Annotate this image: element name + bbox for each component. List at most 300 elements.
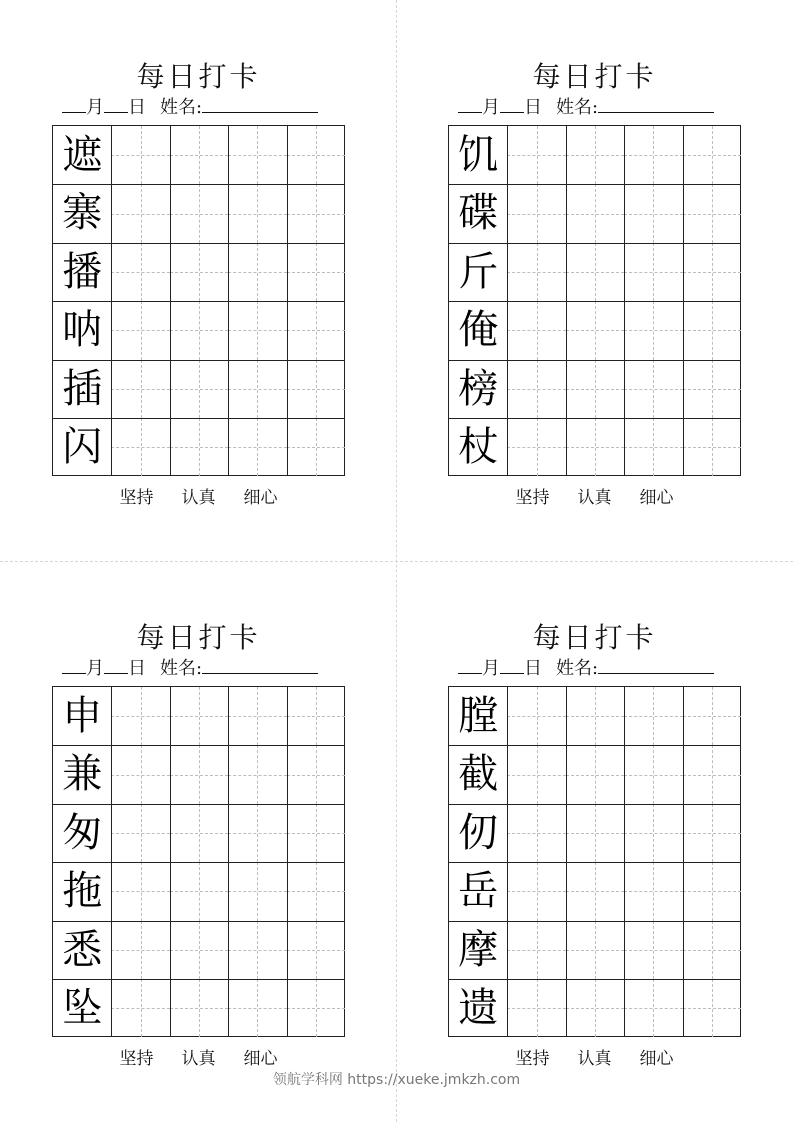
sample-character: 膛 — [458, 693, 499, 739]
grid-line — [449, 979, 740, 980]
motto-word: 细心 — [243, 488, 278, 508]
practice-cell[interactable] — [507, 862, 565, 920]
guide-line — [287, 891, 345, 892]
practice-cell[interactable] — [624, 184, 682, 242]
guide-line — [111, 155, 169, 156]
guide-line — [170, 447, 228, 448]
name-blank[interactable] — [202, 94, 318, 113]
sample-character: 兼 — [62, 751, 103, 798]
guide-line — [566, 716, 624, 717]
sample-character: 呐 — [62, 307, 103, 354]
grid-line — [449, 360, 740, 361]
grid-line — [449, 921, 740, 922]
practice-cell[interactable] — [624, 687, 682, 745]
guide-line — [566, 950, 624, 951]
practice-cell[interactable] — [111, 418, 169, 476]
guide-line — [111, 1008, 169, 1009]
guide-line — [507, 716, 565, 717]
date-name-line — [62, 655, 345, 679]
guide-line — [566, 1008, 624, 1009]
practice-cell[interactable] — [228, 184, 286, 242]
sample-cell — [53, 862, 111, 920]
practice-cell[interactable] — [683, 745, 741, 803]
motto-word: 认真 — [181, 1049, 216, 1069]
day-label: 日 — [524, 658, 542, 679]
guide-line — [566, 155, 624, 156]
motto-word: 坚持 — [515, 1049, 550, 1069]
motto-word: 细心 — [639, 488, 674, 508]
practice-cell[interactable] — [683, 126, 741, 184]
guide-line — [624, 447, 682, 448]
sample-character: 寨 — [62, 190, 103, 237]
practice-cell[interactable] — [287, 184, 345, 242]
practice-cell[interactable] — [507, 804, 565, 862]
guide-line — [228, 775, 286, 776]
guide-line — [566, 447, 624, 448]
guide-line — [507, 214, 565, 215]
practice-cell[interactable] — [683, 184, 741, 242]
guide-line — [683, 716, 741, 717]
grid-line — [449, 243, 740, 244]
practice-cell[interactable] — [507, 360, 565, 418]
guide-line — [624, 389, 682, 390]
guide-line — [683, 950, 741, 951]
practice-cell[interactable] — [566, 921, 624, 979]
sample-character: 申 — [62, 693, 103, 739]
guide-line — [624, 214, 682, 215]
guide-line — [228, 891, 286, 892]
guide-line — [507, 447, 565, 448]
practice-cell[interactable] — [624, 360, 682, 418]
month-label: 月 — [86, 658, 104, 679]
sample-cell — [53, 921, 111, 979]
name-label: 姓名: — [160, 97, 203, 118]
guide-line — [287, 155, 345, 156]
practice-cell[interactable] — [111, 687, 169, 745]
guide-line — [170, 1008, 228, 1009]
practice-cell[interactable] — [170, 243, 228, 301]
guide-line — [566, 833, 624, 834]
guide-line — [228, 950, 286, 951]
practice-cell[interactable] — [170, 184, 228, 242]
sample-cell — [53, 126, 111, 184]
guide-line — [287, 214, 345, 215]
guide-line — [507, 330, 565, 331]
month-blank[interactable] — [62, 94, 86, 113]
motto-line — [448, 1047, 741, 1071]
practice-cell[interactable] — [228, 745, 286, 803]
practice-cell[interactable] — [624, 745, 682, 803]
sample-cell — [449, 745, 507, 803]
practice-cell[interactable] — [507, 921, 565, 979]
name-label: 姓名: — [556, 658, 599, 679]
practice-cell[interactable] — [170, 804, 228, 862]
guide-line — [624, 833, 682, 834]
guide-line — [683, 155, 741, 156]
guide-line — [170, 716, 228, 717]
sample-cell — [53, 804, 111, 862]
month-label: 月 — [86, 97, 104, 118]
guide-line — [624, 891, 682, 892]
practice-cell[interactable] — [624, 862, 682, 920]
sample-character: 播 — [62, 248, 103, 295]
motto-word: 坚持 — [119, 488, 154, 508]
practice-cell[interactable] — [624, 126, 682, 184]
month-blank[interactable] — [458, 655, 482, 674]
grid-line — [449, 418, 740, 419]
practice-cell[interactable] — [170, 360, 228, 418]
guide-line — [566, 214, 624, 215]
writing-grid — [448, 686, 741, 1037]
sample-cell — [449, 862, 507, 920]
guide-line — [170, 833, 228, 834]
guide-line — [507, 272, 565, 273]
practice-cell[interactable] — [624, 301, 682, 359]
guide-line — [507, 833, 565, 834]
practice-cell[interactable] — [624, 921, 682, 979]
guide-line — [287, 389, 345, 390]
guide-line — [507, 775, 565, 776]
practice-cell[interactable] — [566, 804, 624, 862]
practice-cell[interactable] — [566, 360, 624, 418]
practice-cell[interactable] — [228, 243, 286, 301]
practice-cell[interactable] — [566, 745, 624, 803]
guide-line — [170, 330, 228, 331]
guide-line — [507, 155, 565, 156]
practice-cell[interactable] — [566, 687, 624, 745]
date-name-line — [62, 94, 345, 118]
guide-line — [170, 775, 228, 776]
practice-cell[interactable] — [111, 745, 169, 803]
practice-cell[interactable] — [683, 862, 741, 920]
practice-cell[interactable] — [111, 862, 169, 920]
practice-card — [448, 60, 741, 520]
practice-cell[interactable] — [170, 979, 228, 1037]
grid-line — [53, 862, 344, 863]
guide-line — [683, 272, 741, 273]
practice-cell[interactable] — [624, 804, 682, 862]
practice-card — [52, 621, 345, 1081]
date-name-line — [458, 94, 741, 118]
guide-line — [287, 1008, 345, 1009]
guide-line — [228, 716, 286, 717]
practice-cell[interactable] — [683, 921, 741, 979]
sample-cell — [449, 921, 507, 979]
month-blank[interactable] — [458, 94, 482, 113]
month-label: 月 — [482, 658, 500, 679]
guide-line — [683, 775, 741, 776]
practice-cell[interactable] — [566, 862, 624, 920]
grid-line — [449, 184, 740, 185]
guide-line — [228, 1008, 286, 1009]
practice-cell[interactable] — [566, 301, 624, 359]
practice-cell[interactable] — [111, 360, 169, 418]
guide-line — [111, 716, 169, 717]
guide-line — [507, 389, 565, 390]
grid-line — [449, 745, 740, 746]
grid-line — [53, 418, 344, 419]
writing-grid — [52, 125, 345, 476]
guide-line — [170, 214, 228, 215]
sample-character: 遮 — [62, 132, 103, 178]
sample-character: 俺 — [458, 307, 499, 354]
practice-cell[interactable] — [507, 745, 565, 803]
guide-line — [566, 389, 624, 390]
practice-cell[interactable] — [287, 687, 345, 745]
grid-line — [449, 301, 740, 302]
guide-line — [287, 775, 345, 776]
practice-cell[interactable] — [170, 301, 228, 359]
practice-cell[interactable] — [566, 126, 624, 184]
practice-cell[interactable] — [683, 360, 741, 418]
practice-cell[interactable] — [228, 804, 286, 862]
day-blank[interactable] — [104, 655, 128, 674]
practice-cell[interactable] — [170, 126, 228, 184]
motto-word: 坚持 — [515, 488, 550, 508]
grid-line — [53, 921, 344, 922]
guide-line — [566, 891, 624, 892]
motto-word: 认真 — [181, 488, 216, 508]
practice-cell[interactable] — [170, 687, 228, 745]
sample-character: 坠 — [62, 985, 103, 1031]
guide-line — [624, 272, 682, 273]
practice-cell[interactable] — [683, 687, 741, 745]
motto-line — [52, 1047, 345, 1071]
guide-line — [507, 950, 565, 951]
writing-grid — [52, 686, 345, 1037]
day-blank[interactable] — [500, 655, 524, 674]
guide-line — [683, 330, 741, 331]
guide-line — [507, 1008, 565, 1009]
practice-cell[interactable] — [228, 979, 286, 1037]
practice-cell[interactable] — [170, 862, 228, 920]
guide-line — [507, 891, 565, 892]
sample-cell — [53, 301, 111, 359]
guide-line — [287, 833, 345, 834]
practice-card — [52, 60, 345, 520]
date-name-line — [458, 655, 741, 679]
practice-cell[interactable] — [287, 979, 345, 1037]
practice-cell[interactable] — [287, 862, 345, 920]
motto-word: 细心 — [639, 1049, 674, 1069]
sample-cell — [449, 243, 507, 301]
grid-line — [53, 301, 344, 302]
guide-line — [566, 272, 624, 273]
guide-line — [228, 389, 286, 390]
guide-line — [111, 272, 169, 273]
guide-line — [170, 389, 228, 390]
motto-line — [448, 486, 741, 510]
guide-line — [287, 330, 345, 331]
practice-cell[interactable] — [287, 804, 345, 862]
motto-line — [52, 486, 345, 510]
motto-word: 坚持 — [119, 1049, 154, 1069]
guide-line — [228, 447, 286, 448]
grid-line — [53, 804, 344, 805]
card-title: 每日打卡 — [532, 60, 657, 93]
practice-cell[interactable] — [111, 804, 169, 862]
guide-line — [228, 833, 286, 834]
grid-line — [53, 184, 344, 185]
practice-cell[interactable] — [566, 979, 624, 1037]
grid-line — [449, 804, 740, 805]
card-title: 每日打卡 — [532, 621, 657, 654]
day-label: 日 — [128, 97, 146, 118]
motto-word: 细心 — [243, 1049, 278, 1069]
practice-cell[interactable] — [111, 979, 169, 1037]
practice-cell[interactable] — [624, 243, 682, 301]
sample-cell — [53, 184, 111, 242]
practice-cell[interactable] — [566, 243, 624, 301]
guide-line — [287, 950, 345, 951]
practice-cell[interactable] — [507, 243, 565, 301]
sample-cell — [449, 360, 507, 418]
sample-character: 遗 — [458, 985, 499, 1031]
practice-cell[interactable] — [507, 418, 565, 476]
practice-cell[interactable] — [228, 360, 286, 418]
practice-cell[interactable] — [683, 418, 741, 476]
day-label: 日 — [524, 97, 542, 118]
guide-line — [624, 716, 682, 717]
page-divider-horizontal — [0, 561, 793, 562]
motto-word: 认真 — [577, 1049, 612, 1069]
practice-cell[interactable] — [507, 126, 565, 184]
practice-cell[interactable] — [228, 862, 286, 920]
name-label: 姓名: — [160, 658, 203, 679]
practice-cell[interactable] — [228, 687, 286, 745]
guide-line — [624, 155, 682, 156]
sample-cell — [53, 360, 111, 418]
guide-line — [111, 891, 169, 892]
guide-line — [624, 1008, 682, 1009]
grid-line — [53, 979, 344, 980]
guide-line — [287, 447, 345, 448]
sample-cell — [449, 687, 507, 745]
guide-line — [170, 272, 228, 273]
practice-cell[interactable] — [287, 418, 345, 476]
sample-cell — [449, 804, 507, 862]
practice-cell[interactable] — [566, 418, 624, 476]
guide-line — [170, 950, 228, 951]
sample-character: 斤 — [458, 248, 499, 295]
practice-cell[interactable] — [170, 418, 228, 476]
sample-character: 拖 — [62, 868, 103, 915]
guide-line — [287, 716, 345, 717]
guide-line — [228, 330, 286, 331]
practice-cell[interactable] — [287, 126, 345, 184]
guide-line — [111, 214, 169, 215]
guide-line — [683, 214, 741, 215]
month-label: 月 — [482, 97, 500, 118]
guide-line — [228, 155, 286, 156]
practice-cell[interactable] — [228, 418, 286, 476]
sample-cell — [449, 184, 507, 242]
practice-cell[interactable] — [287, 745, 345, 803]
name-blank[interactable] — [202, 655, 318, 674]
practice-cell[interactable] — [287, 243, 345, 301]
sample-cell — [53, 418, 111, 476]
practice-cell[interactable] — [683, 243, 741, 301]
guide-line — [111, 775, 169, 776]
day-blank[interactable] — [500, 94, 524, 113]
practice-cell[interactable] — [566, 184, 624, 242]
guide-line — [566, 330, 624, 331]
guide-line — [683, 833, 741, 834]
practice-cell[interactable] — [170, 921, 228, 979]
guide-line — [111, 389, 169, 390]
practice-card — [448, 621, 741, 1081]
practice-cell[interactable] — [507, 184, 565, 242]
sample-character: 饥 — [458, 132, 499, 178]
guide-line — [287, 272, 345, 273]
practice-cell[interactable] — [624, 979, 682, 1037]
guide-line — [111, 447, 169, 448]
practice-cell[interactable] — [111, 243, 169, 301]
practice-cell[interactable] — [507, 301, 565, 359]
sample-character: 截 — [458, 751, 499, 798]
sample-character: 悉 — [62, 926, 103, 973]
day-label: 日 — [128, 658, 146, 679]
practice-cell[interactable] — [228, 126, 286, 184]
guide-line — [683, 891, 741, 892]
practice-cell[interactable] — [624, 418, 682, 476]
name-blank[interactable] — [598, 655, 714, 674]
guide-line — [683, 1008, 741, 1009]
guide-line — [170, 891, 228, 892]
month-blank[interactable] — [62, 655, 86, 674]
sample-cell — [53, 687, 111, 745]
guide-line — [683, 447, 741, 448]
practice-cell[interactable] — [507, 979, 565, 1037]
sample-character: 闪 — [62, 424, 103, 470]
practice-cell[interactable] — [228, 301, 286, 359]
sample-cell — [53, 243, 111, 301]
day-blank[interactable] — [104, 94, 128, 113]
practice-cell[interactable] — [683, 301, 741, 359]
practice-cell[interactable] — [683, 979, 741, 1037]
guide-line — [111, 833, 169, 834]
sample-cell — [53, 745, 111, 803]
sample-cell — [449, 126, 507, 184]
practice-cell[interactable] — [287, 921, 345, 979]
name-blank[interactable] — [598, 94, 714, 113]
practice-cell[interactable] — [683, 804, 741, 862]
sample-character: 岳 — [458, 868, 499, 915]
sample-character: 碟 — [458, 190, 499, 237]
sample-character: 插 — [62, 365, 103, 412]
practice-cell[interactable] — [170, 745, 228, 803]
practice-cell[interactable] — [111, 301, 169, 359]
sample-character: 摩 — [458, 926, 499, 973]
practice-cell[interactable] — [111, 184, 169, 242]
guide-line — [566, 775, 624, 776]
practice-cell[interactable] — [287, 301, 345, 359]
name-label: 姓名: — [556, 97, 599, 118]
practice-cell[interactable] — [507, 687, 565, 745]
practice-cell[interactable] — [287, 360, 345, 418]
guide-line — [111, 950, 169, 951]
sample-character: 杖 — [458, 424, 499, 470]
sample-cell — [53, 979, 111, 1037]
motto-word: 认真 — [577, 488, 612, 508]
sample-cell — [449, 979, 507, 1037]
practice-cell[interactable] — [111, 921, 169, 979]
page-footer: 领航学科网 https://xueke.jmkzh.com — [272, 1072, 521, 1088]
card-title: 每日打卡 — [136, 621, 261, 654]
practice-cell[interactable] — [228, 921, 286, 979]
sample-character: 榜 — [458, 365, 499, 412]
practice-cell[interactable] — [111, 126, 169, 184]
